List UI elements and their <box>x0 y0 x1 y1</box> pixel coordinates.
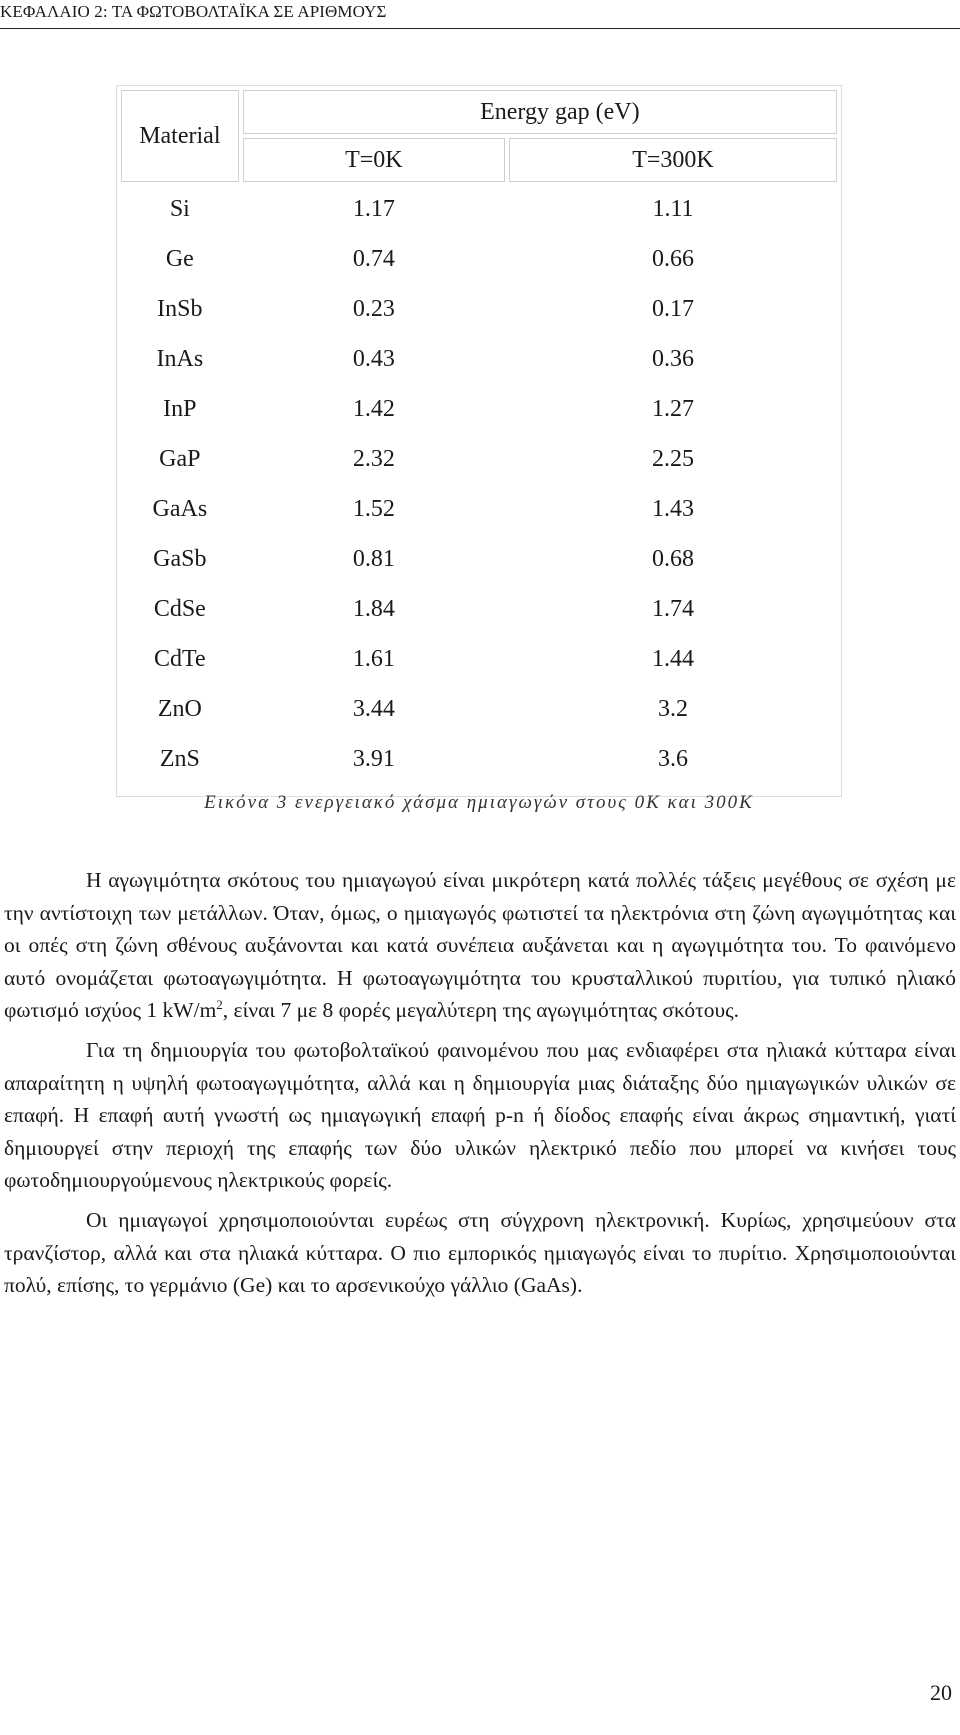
material-cell: InP <box>163 395 197 422</box>
t300-cell: 1.74 <box>652 595 694 622</box>
table-header-row <box>121 90 837 134</box>
table-row <box>121 636 837 682</box>
table-row <box>121 536 837 582</box>
table-row <box>121 436 837 482</box>
t300-cell: 1.27 <box>652 395 694 422</box>
paragraph-1-text: Η αγωγιμότητα σκότους του ημιαγωγού είναι μικρότερη κατά πολλές τάξεις μεγέθους σε σχέση με την αντίστοιχη των μετάλλων. Όταν, όμως, ο ημιαγωγός φωτιστεί τα ηλεκτρόνια στη ζώνη αγωγιμότητας και οι οπές στη ζώνη σθένους αυξάνονται και κατά συνέπεια αυξάνεται και η αγωγιμότητα του. Το φαινόμενο αυτό ονομάζεται φωτοαγωγιμότητα. Η φωτοαγωγιμότητα του κρυσταλλικού πυριτίου, για τυπικό ηλιακό φωτισμό ισχύος 1 kW/m <box>4 868 956 1023</box>
energy-gap-table-frame <box>117 86 841 796</box>
running-header: ΚΕΦΑΛΑΙΟ 2: ΤΑ ΦΩΤΟΒΟΛΤΑΪΚΑ ΣΕ ΑΡΙΘΜΟΥΣ <box>0 2 387 21</box>
material-cell: GaAs <box>152 495 208 522</box>
table-row <box>121 336 837 382</box>
energy-gap-table <box>117 86 841 786</box>
table-row <box>121 386 837 432</box>
t300-cell: 3.6 <box>658 745 688 772</box>
header-rule <box>0 28 960 29</box>
t300-cell: 0.68 <box>652 545 694 572</box>
table-caption: Εικόνα 3 ενεργειακό χάσμα ημιαγωγών στους 0K και 300K <box>204 792 754 813</box>
t300-cell: 0.17 <box>652 295 694 322</box>
paragraph-1-text-end: , είναι 7 με 8 φορές μεγαλύτερη της αγωγιμότητας σκότους. <box>222 998 740 1023</box>
t300-cell: 1.11 <box>652 195 694 222</box>
table-row <box>121 186 837 232</box>
energy-gap-header: Energy gap (eV) <box>243 90 837 134</box>
table-row <box>121 686 837 732</box>
material-cell: CdTe <box>154 645 206 672</box>
unit-superscript: 2 <box>216 997 223 1013</box>
table-row <box>121 286 837 332</box>
paragraph-2: Για τη δημιουργία του φωτοβολταϊκού φαινομένου που μας ενδιαφέρει στα ηλιακά κύτταρα είναι απαραίτητη η υψηλή φωτοαγωγιμότητα, αλλά και η δημιουργία μιας διάταξης δύο ημιαγωγικών υλικών σε επαφή. Η επαφή αυτή γνωστή ως ημιαγωγική επαφή p-n ή δίοδος επαφής είναι άκρως σημαντική, γιατί δημιουργεί στην περιοχή της επαφής των δύο υλικών ηλεκτρικό πεδίο που μπορεί να κινήσει τους φωτοδημιουργούμενους ηλεκτρικούς φορείς. <box>4 1037 956 1193</box>
t0-cell: 1.84 <box>352 595 395 622</box>
t0-cell: 1.52 <box>352 495 395 522</box>
material-cell: ZnO <box>157 695 202 722</box>
t300-cell: 0.66 <box>652 245 694 272</box>
t300-cell: 0.36 <box>652 345 694 372</box>
t0-cell: 3.91 <box>352 745 395 772</box>
t0-cell: 1.42 <box>352 395 395 422</box>
table-row <box>121 236 837 282</box>
t300-cell: 1.43 <box>652 495 694 522</box>
t0-cell: 2.32 <box>352 445 395 472</box>
material-cell: InSb <box>157 295 203 322</box>
t0-cell: 0.81 <box>352 545 395 572</box>
body-text <box>4 864 956 1309</box>
material-cell: InAs <box>156 345 204 372</box>
paragraph-1 <box>4 864 956 1027</box>
t300-header: T=300K <box>509 138 837 182</box>
material-header: Material <box>121 90 239 182</box>
t300-cell: 1.44 <box>652 645 694 672</box>
t300-cell: 3.2 <box>658 695 688 722</box>
t0-cell: 1.61 <box>352 645 395 672</box>
material-cell: GaP <box>159 445 201 472</box>
material-cell: Ge <box>165 245 194 272</box>
material-cell: CdSe <box>153 595 206 622</box>
table-row <box>121 486 837 532</box>
material-cell: GaSb <box>153 545 207 572</box>
paragraph-3: Οι ημιαγωγοί χρησιμοποιούνται ευρέως στη σύγχρονη ηλεκτρονική. Κυρίως, χρησιμεύουν στα τρανζίστορ, αλλά και στα ηλιακά κύτταρα. Ο πιο εμπορικός ημιαγωγός είναι το πυρίτιο. Χρησιμοποιούνται πολύ, επίσης, το γερμάνιο (Ge) και το αρσενικούχο γάλλιο (GaAs). <box>4 1207 956 1298</box>
t0-cell: 1.17 <box>352 195 395 222</box>
t300-cell: 2.25 <box>652 445 694 472</box>
t0-cell: 0.74 <box>352 245 395 272</box>
page-number: 20 <box>930 1680 952 1705</box>
t0-cell: 0.43 <box>352 345 395 372</box>
t0-cell: 0.23 <box>352 295 395 322</box>
table-body <box>121 186 837 782</box>
table-row <box>121 736 837 782</box>
t0-header: T=0K <box>243 138 505 182</box>
table-row <box>121 586 837 632</box>
t0-cell: 3.44 <box>352 695 395 722</box>
material-cell: ZnS <box>159 745 200 772</box>
material-cell: Si <box>169 195 190 222</box>
